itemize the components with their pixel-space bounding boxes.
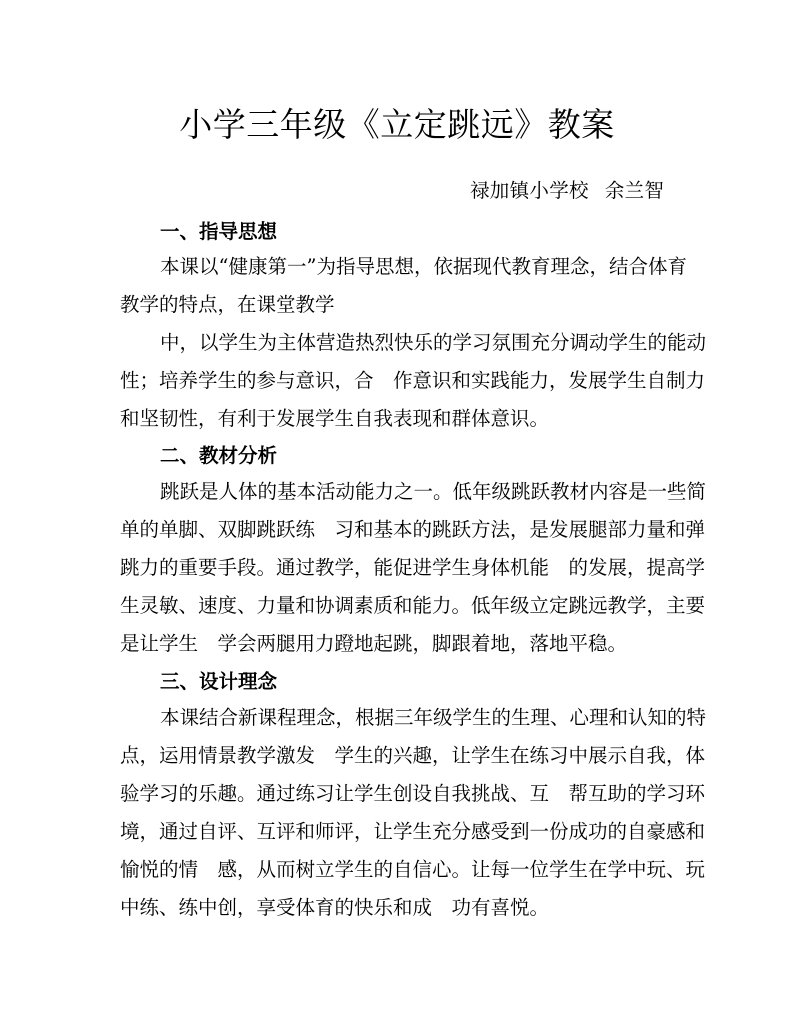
section-heading-design-concept: 三、设计理念: [160, 670, 278, 693]
paragraph-line: 教学的特点，在课堂教学: [120, 293, 335, 316]
author-school: 禄加镇小学校: [470, 179, 589, 202]
section-heading-guiding-idea: 一、指导思想: [160, 220, 278, 243]
paragraph-line: 点，运用情景教学激发 学生的兴趣，让学生在练习中展示自我，体: [120, 744, 706, 767]
author-line: [470, 178, 664, 204]
paragraph-line: 是让学生 学会两腿用力蹬地起跳，脚跟着地，落地平稳。: [120, 632, 628, 655]
paragraph-line: 愉悦的情 感，从而树立学生的自信心。让每一位学生在学中玩、玩: [120, 858, 706, 881]
paragraph-line: 验学习的乐趣。通过练习让学生创设自我挑战、互 帮互助的学习环: [120, 782, 706, 805]
section-heading-material-analysis: 二、教材分析: [160, 444, 278, 467]
paragraph-line: 中练、练中创，享受体育的快乐和成 功有喜悦。: [120, 896, 550, 919]
section-body-guiding-idea: [120, 248, 740, 438]
paragraph-line: 生灵敏、速度、力量和协调素质和能力。低年级立定跳远教学，主要: [120, 594, 706, 617]
section-body-design-concept: [120, 699, 740, 927]
paragraph-line: 单的单脚、双脚跳跃练 习和基本的跳跃方法，是发展腿部力量和弹: [120, 518, 706, 541]
paragraph-line: 本课结合新课程理念，根据三年级学生的生理、心理和认知的特: [160, 706, 707, 729]
paragraph-line: 和坚韧性，有利于发展学生自我表现和群体意识。: [120, 407, 550, 430]
paragraph-line: 中，以学生为主体营造热烈快乐的学习氛围充分调动学生的能动: [160, 331, 707, 354]
paragraph-line: 跳跃是人体的基本活动能力之一。低年级跳跃教材内容是一些简: [160, 480, 707, 503]
paragraph-line: 境，通过自评、互评和师评，让学生充分感受到一份成功的自豪感和: [120, 820, 706, 843]
document-title: 小学三年级《立定跳远》教案: [179, 105, 615, 144]
section-body-material-analysis: [120, 473, 740, 663]
paragraph-line: 跳力的重要手段。通过教学，能促进学生身体机能 的发展，提高学: [120, 556, 706, 579]
paragraph-line: 性；培养学生的参与意识，合 作意识和实践能力，发展学生自制力: [120, 369, 706, 392]
author-name: 余兰智: [604, 179, 665, 202]
paragraph-line: 本课以“健康第一”为指导思想，依据现代教育理念，结合体育: [160, 255, 687, 278]
